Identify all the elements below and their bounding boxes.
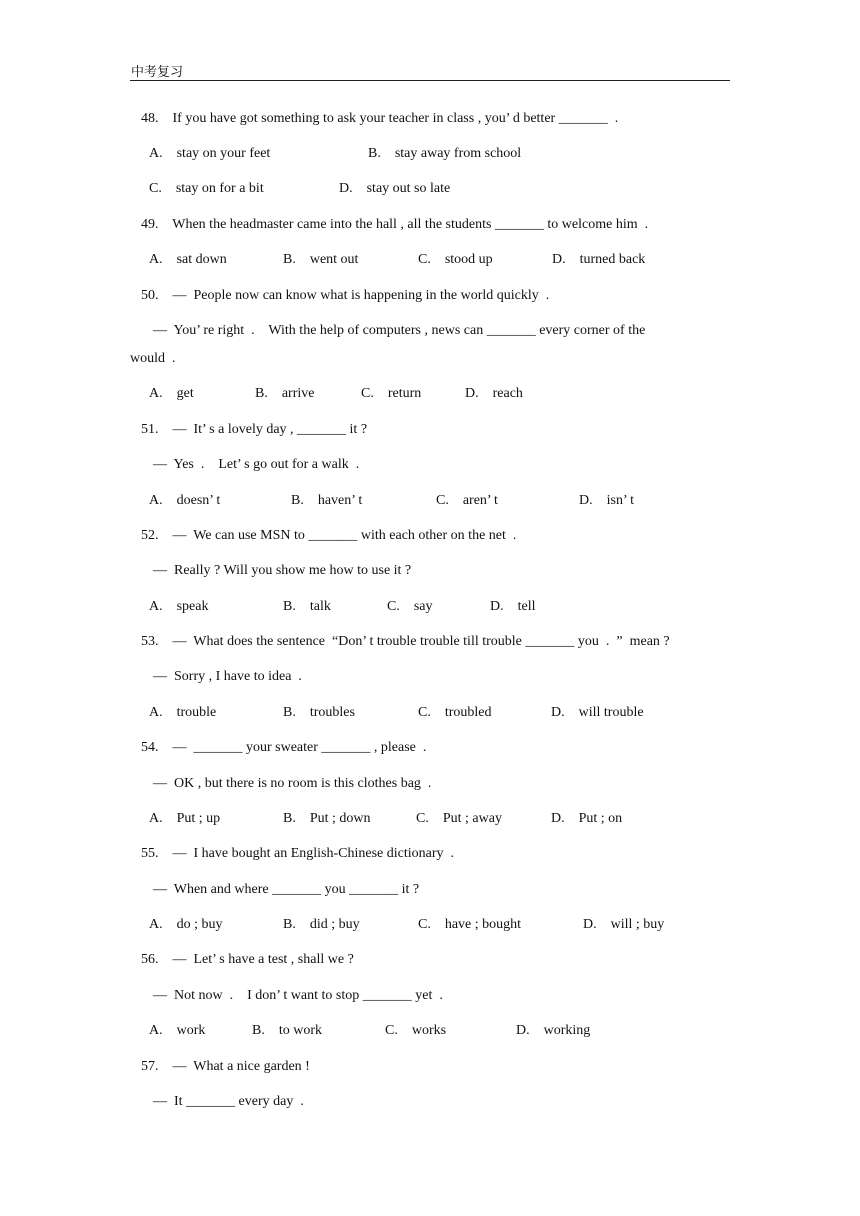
answer-option: A. work: [149, 1023, 206, 1038]
answer-option: B. stay away from school: [368, 146, 522, 161]
answer-option: A. stay on your feet: [149, 146, 271, 161]
answer-option: D. Put ; on: [551, 811, 623, 826]
question-line: — When and where _______ you _______ it ?: [153, 882, 420, 897]
answer-option: C. say: [387, 599, 433, 614]
question-line: 54. — _______ your sweater _______ , please .: [141, 740, 427, 755]
answer-option: C. troubled: [418, 705, 492, 720]
question-line: 55. — I have bought an English-Chinese dictionary .: [141, 846, 454, 861]
answer-option: D. turned back: [552, 252, 646, 267]
answer-option: D. isn’ t: [579, 493, 634, 508]
question-line: 49. When the headmaster came into the hall , all the students _______ to welcome him .: [141, 217, 649, 232]
question-line: — Not now . I don’ t want to stop _______ yet .: [153, 988, 443, 1003]
answer-option: B. talk: [283, 599, 331, 614]
answer-option: B. did ; buy: [283, 917, 360, 932]
answer-option: C. stay on for a bit: [149, 181, 264, 196]
answer-option: C. aren’ t: [436, 493, 498, 508]
answer-option: A. speak: [149, 599, 209, 614]
answer-option: A. Put ; up: [149, 811, 221, 826]
answer-option: A. sat down: [149, 252, 227, 267]
answer-option: C. Put ; away: [416, 811, 502, 826]
question-line: 51. — It’ s a lovely day , _______ it ?: [141, 422, 368, 437]
question-line: 53. — What does the sentence “Don’ t trouble trouble till trouble _______ you . ” mean ?: [141, 634, 670, 649]
question-line: 48. If you have got something to ask your teacher in class , you’ d better _______ .: [141, 111, 619, 126]
question-line: 57. — What a nice garden !: [141, 1059, 310, 1074]
header-divider: [130, 80, 730, 81]
answer-option: A. trouble: [149, 705, 217, 720]
answer-option: A. get: [149, 386, 194, 401]
question-line: — Yes . Let’ s go out for a walk .: [153, 457, 360, 472]
question-line: — Sorry , I have to idea .: [153, 669, 302, 684]
answer-option: D. tell: [490, 599, 536, 614]
question-line: 52. — We can use MSN to _______ with each other on the net .: [141, 528, 517, 543]
question-line: 50. — People now can know what is happening in the world quickly .: [141, 288, 550, 303]
answer-option: D. will trouble: [551, 705, 644, 720]
answer-option: B. Put ; down: [283, 811, 371, 826]
answer-option: D. working: [516, 1023, 591, 1038]
answer-option: B. went out: [283, 252, 359, 267]
answer-option: D. stay out so late: [339, 181, 451, 196]
question-line: — Really ? Will you show me how to use it ?: [153, 563, 412, 578]
question-line: — OK , but there is no room is this clothes bag .: [153, 776, 432, 791]
answer-option: D. reach: [465, 386, 523, 401]
question-line: — You’ re right . With the help of computers , news can _______ every corner of the: [153, 323, 646, 338]
answer-option: C. have ; bought: [418, 917, 522, 932]
answer-option: B. to work: [252, 1023, 322, 1038]
answer-option: C. return: [361, 386, 422, 401]
answer-option: C. stood up: [418, 252, 493, 267]
question-line: — It _______ every day .: [153, 1094, 304, 1109]
answer-option: B. troubles: [283, 705, 355, 720]
question-line: would .: [130, 351, 176, 366]
answer-option: B. haven’ t: [291, 493, 363, 508]
answer-option: A. do ; buy: [149, 917, 223, 932]
answer-option: D. will ; buy: [583, 917, 665, 932]
page-header-title: 中考复习: [131, 65, 184, 80]
answer-option: A. doesn’ t: [149, 493, 221, 508]
answer-option: C. works: [385, 1023, 447, 1038]
question-line: 56. — Let’ s have a test , shall we ?: [141, 952, 354, 967]
answer-option: B. arrive: [255, 386, 315, 401]
